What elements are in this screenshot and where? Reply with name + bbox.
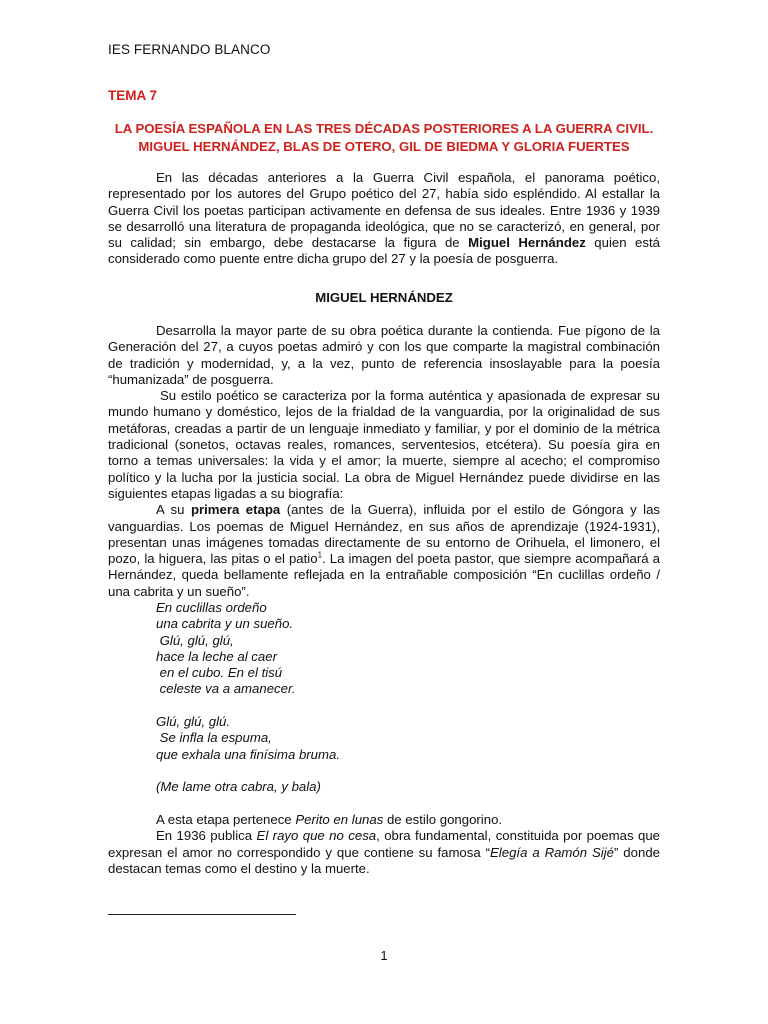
title-line-1: LA POESÍA ESPAÑOLA EN LAS TRES DÉCADAS POSTERIORES A LA GUERRA CIVIL. [114, 121, 654, 136]
section-paragraph-2: Su estilo poético se caracteriza por la forma auténtica y apasionada de expresar su mundo humano y doméstico, lejos de la frialdad de la vanguardia, por la originalidad de sus metáforas, creadas a partir de un lenguaje inmediato y familiar, y por el dominio de la métrica tradicional (sonetos, octavas reales, romances, serventesios, etcétera). Su poesía gira en torno a temas universales: la vida y el amor; la muerte, siempre al acecho; el compromiso político y la lucha por la justicia social. La obra de Miguel Hernández puede dividirse en las siguientes etapas ligadas a su biografía: [108, 388, 660, 501]
poem-line: En cuclillas ordeño [156, 600, 267, 615]
work-title-perito: Perito en lunas [295, 812, 384, 827]
p3-text-mid: (antes de la Guerra), influida por el estilo de Góngora y las vanguardias. Los poemas de Miguel Hernández, en sus años de aprendizaje (1924-1931), presentan unas imágenes tomadas directamente de su entorno de Orihuela, el limonero, el pozo, la higuera, las pitas o el patio [108, 502, 660, 567]
poem-line: una cabrita y un sueño. [156, 616, 294, 632]
poem-line: en el cubo. En el tisú [156, 665, 283, 681]
intro-text: En las décadas anteriores a la Guerra Civil española, el panorama poético, representado por los autores del Grupo poético del 27, había sido espléndido. Al estallar la Guerra Civil los poetas participan activamente en defensa de sus ideales. Entre 1936 y 1939 se desarrolló una literatura de propaganda ideológica, que no se caracterizó, en general, por su calidad; sin embargo, debe destacarse la figura de [108, 170, 660, 251]
ap1-text-end: de estilo gongorino. [383, 812, 503, 827]
intro-paragraph [108, 170, 660, 268]
footnote-separator [108, 914, 296, 915]
after-poem-paragraph-2 [108, 828, 660, 877]
poem [156, 600, 340, 796]
p3-text: A su [156, 502, 191, 518]
footnote-ref[interactable]: 1 [317, 550, 323, 560]
work-title-elegia: Elegía a Ramón Sijé [490, 844, 614, 860]
work-title-rayo: El rayo que no cesa [256, 828, 377, 844]
page-header: IES FERNANDO BLANCO [108, 42, 271, 57]
tema-label: TEMA 7 [108, 88, 158, 103]
p3-text-end: . La imagen del poeta pastor, que siempre acompañará a Hernández, queda bellamente reflejada en la entrañable composición “En cuclillas ordeño / una cabrita y un sueño”. [108, 551, 660, 599]
poem-line: Glú, glú, glú, [156, 632, 234, 648]
document-title [108, 120, 660, 156]
section-paragraph-3 [108, 502, 660, 600]
intro-bold-name: Miguel Hernández [468, 235, 586, 251]
ap2-text: En 1936 publica [156, 828, 257, 844]
poem-line: Glú, glú, glú. [156, 714, 231, 730]
after-poem-block [108, 812, 660, 877]
stanza-gap [156, 763, 340, 779]
title-line-2: MIGUEL HERNÁNDEZ, BLAS DE OTERO, GIL DE BIEDMA Y GLORIA FUERTES [138, 139, 630, 154]
intro-block [108, 170, 660, 268]
ap2-text-end: ” donde destacan temas como el destino y la muerte. [108, 844, 660, 876]
ap1-text: A esta etapa pertenece [156, 812, 296, 827]
intro-text-end: quien está considerado como puente entre dicha grupo del 27 y la poesía de posguerra. [108, 235, 660, 267]
poem-line: hace la leche al caer [156, 648, 277, 664]
page-number: 1 [380, 948, 388, 963]
poem-line: que exhala una finísima bruma. [156, 746, 341, 762]
p3-bold: primera etapa [190, 502, 281, 518]
section-heading: MIGUEL HERNÁNDEZ [315, 290, 453, 305]
stanza-gap [156, 698, 340, 714]
section-body [108, 323, 660, 600]
section-paragraph-1: Desarrolla la mayor parte de su obra poética durante la contienda. Fue pígono de la Generación del 27, a cuyos poetas admiró y con los que comparte la magistral combinación de tradición y modernidad, y, a la vez, punto de referencia insoslayable para la poesía “humanizada” de posguerra. [108, 323, 660, 387]
poem-line: Se infla la espuma, [156, 730, 272, 746]
poem-line: (Me lame otra cabra, y bala) [156, 779, 321, 795]
after-poem-paragraph-1 [108, 812, 660, 828]
poem-line: celeste va a amanecer. [156, 681, 296, 697]
ap2-text-mid: , obra fundamental, constituida por poemas que expresan el amor no correspondido y que contiene su famosa “ [108, 828, 660, 860]
